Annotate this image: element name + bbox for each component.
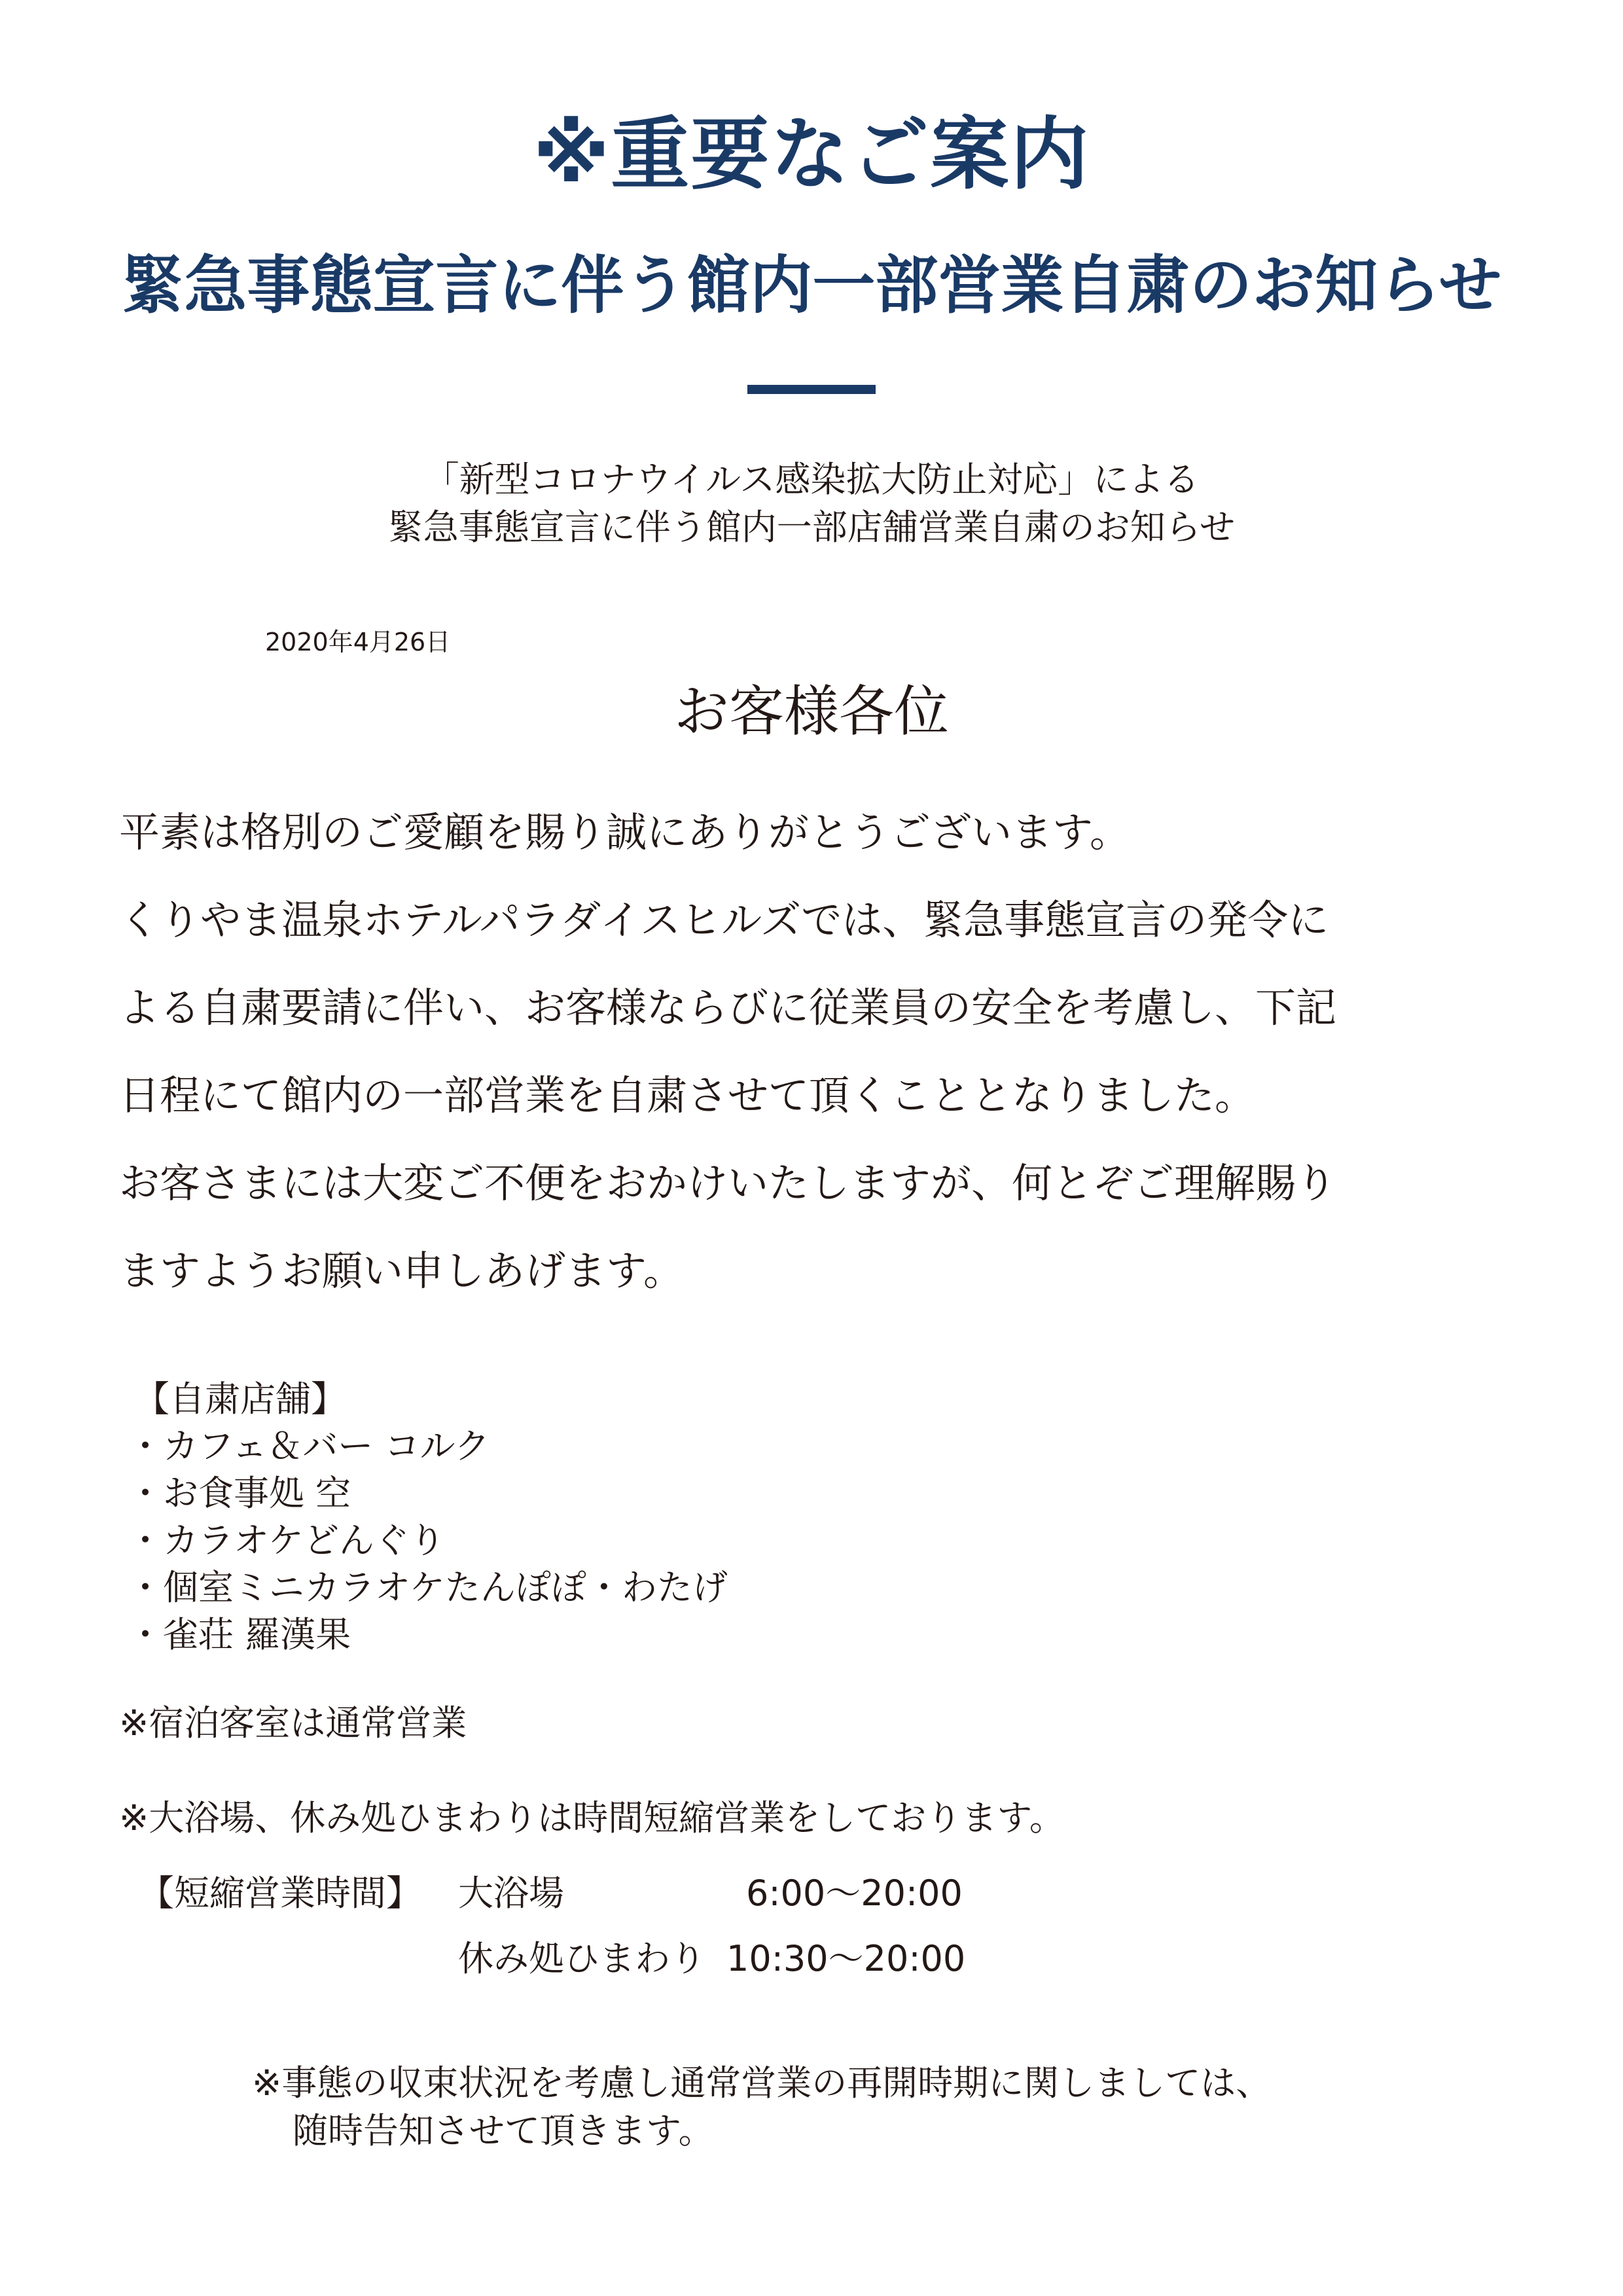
body-line: よる自粛要請に伴い、お客様ならびに従業員の安全を考慮し、下記	[119, 984, 1337, 1031]
hours-time: 6:00〜20:00	[746, 1873, 963, 1914]
hours-place: 休み処ひまわり	[458, 1938, 705, 1979]
body-line: 平素は格別のご愛顧を賜り誠にありがとうございます。	[119, 808, 1131, 856]
body-line: ますようお願い申しあげます。	[119, 1247, 685, 1295]
page-subtitle: 緊急事態宣言に伴う館内一部営業自粛のお知らせ	[121, 249, 1502, 322]
closed-shops-heading: 【自粛店舗】	[134, 1378, 346, 1420]
body-line: 日程にて館内の一部営業を自粛させて頂くこととなりました。	[119, 1071, 1256, 1119]
body-line: くりやま温泉ホテルパラダイスヒルズでは、緊急事態宣言の発令に	[119, 896, 1329, 944]
intro-line-2: 緊急事態宣言に伴う館内一部店舗営業自粛のお知らせ	[387, 507, 1236, 548]
title-divider	[747, 385, 876, 394]
closing-line-1: ※事態の収束状況を考慮し通常営業の再開時期に関しましては、	[252, 2062, 1272, 2104]
note-shortened-hours: ※大浴場、休み処ひまわりは時間短縮営業をしております。	[119, 1797, 1065, 1839]
list-item: ・お食事処 空	[128, 1473, 351, 1514]
list-item: ・個室ミニカラオケたんぽぽ・わたげ	[128, 1567, 728, 1608]
hours-label: 【短縮営業時間】	[139, 1873, 421, 1914]
page-title: ※重要なご案内	[533, 109, 1090, 200]
list-item: ・カフェ＆バー コルク	[128, 1426, 490, 1467]
closing-line-2: 随時告知させて頂きます。	[293, 2110, 714, 2151]
body-line: お客さまには大変ご不便をおかけいたしますが、何とぞご理解賜り	[119, 1159, 1337, 1207]
hours-time: 10:30〜20:00	[726, 1938, 966, 1979]
intro-line-1: 「新型コロナウイルス感染拡大防止対応」による	[423, 459, 1200, 500]
notice-date: 2020年4月26日	[265, 628, 451, 656]
list-item: ・カラオケどんぐり	[128, 1520, 445, 1561]
list-item: ・雀荘 羅漢果	[128, 1614, 351, 1655]
salutation: お客様各位	[673, 679, 949, 744]
hours-place: 大浴場	[458, 1873, 564, 1914]
note-lodging: ※宿泊客室は通常営業	[119, 1702, 467, 1744]
